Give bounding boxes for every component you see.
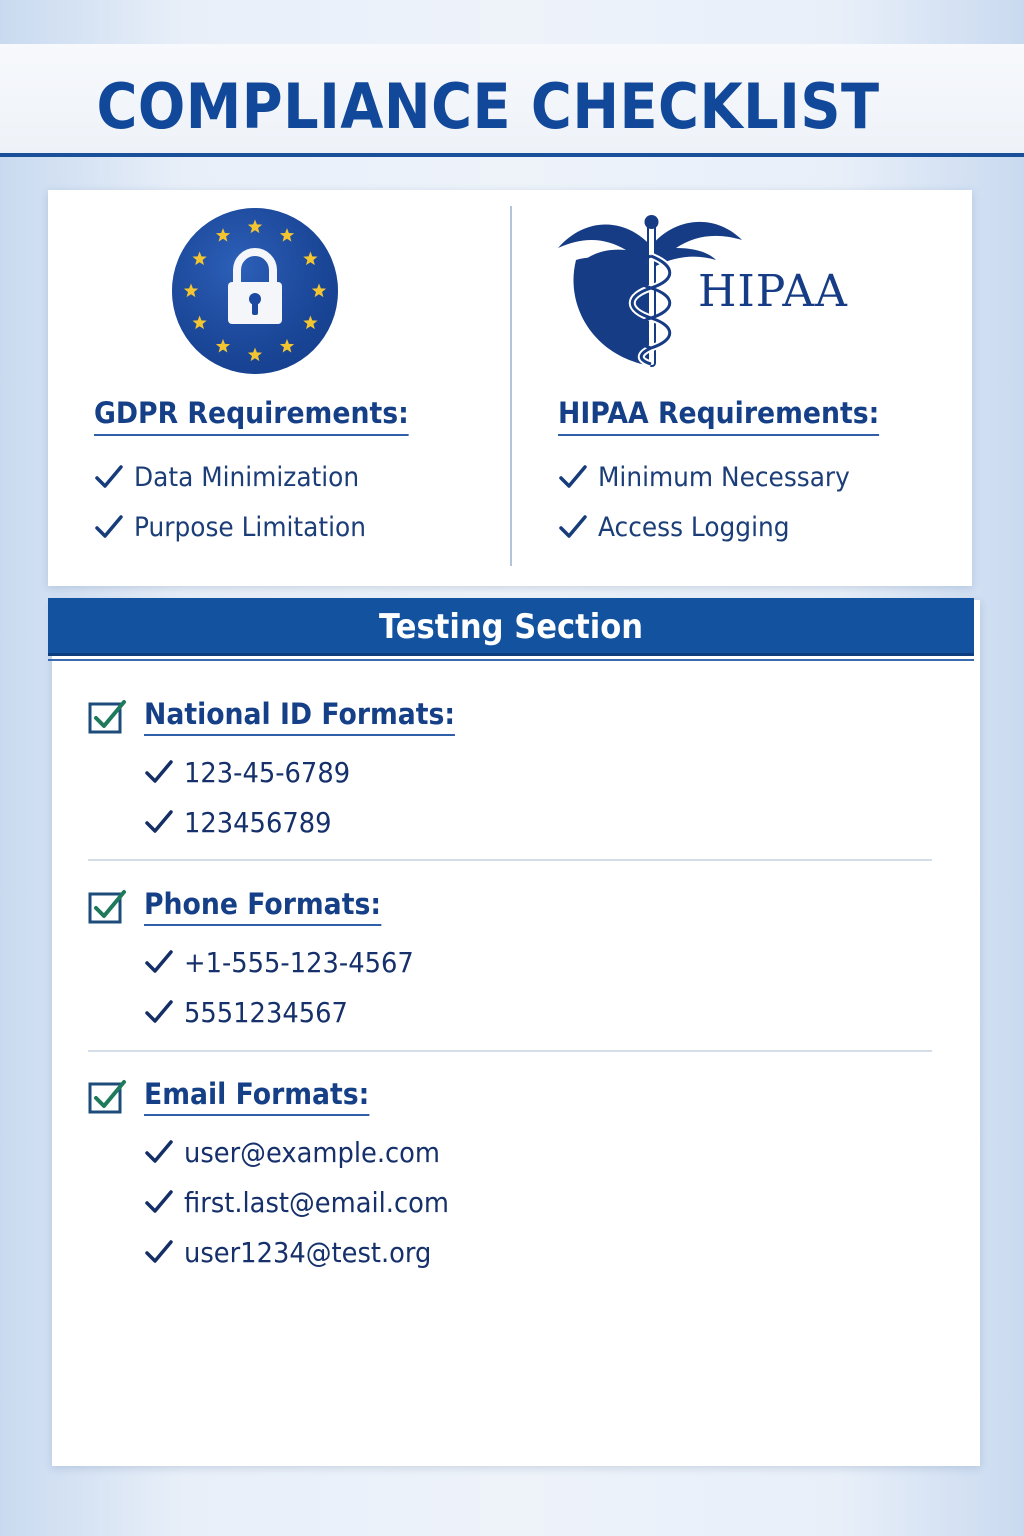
national-id-list	[144, 747, 365, 847]
hipaa-requirements-title: HIPAA Requirements:	[558, 396, 879, 436]
gdpr-requirements-title: GDPR Requirements:	[94, 396, 409, 436]
checkmark-icon	[94, 464, 124, 490]
phone-section	[88, 884, 938, 1054]
checkmark-icon	[144, 1189, 174, 1215]
banner-underline	[48, 659, 974, 661]
email-section	[88, 1074, 938, 1284]
phone-value: +1-555-123-4567	[184, 945, 414, 979]
checkmark-icon	[94, 514, 124, 540]
email-value: user1234@test.org	[184, 1235, 432, 1269]
hipaa-requirements-list	[558, 452, 872, 552]
testing-section-title: Testing Section	[378, 607, 644, 647]
list-item	[144, 797, 365, 847]
checkbox-checked-icon	[88, 888, 128, 924]
list-item	[144, 1127, 472, 1177]
national-id-value: 123456789	[184, 805, 332, 839]
hipaa-logo-text: HIPAA	[698, 266, 848, 317]
email-value: user@example.com	[184, 1135, 441, 1169]
list-item	[558, 502, 872, 552]
checkbox-checked-icon	[88, 698, 128, 734]
gdpr-item-data-minimization: Data Minimization	[134, 461, 360, 493]
header-divider	[0, 153, 1024, 157]
email-list	[144, 1127, 472, 1277]
checkmark-icon	[144, 809, 174, 835]
section-divider	[88, 859, 932, 861]
phone-list	[144, 937, 434, 1037]
checkmark-icon	[144, 949, 174, 975]
hipaa-item-access-logging: Access Logging	[598, 511, 790, 543]
national-id-value: 123-45-6789	[184, 755, 351, 789]
checkbox-checked-icon	[88, 1078, 128, 1114]
list-item	[144, 747, 365, 797]
checkmark-icon	[144, 759, 174, 785]
hipaa-column	[512, 190, 974, 586]
list-item	[558, 452, 872, 502]
testing-banner	[48, 598, 974, 656]
checkmark-icon	[144, 1139, 174, 1165]
list-item	[144, 1177, 472, 1227]
checkmark-icon	[144, 999, 174, 1025]
gdpr-requirements-list	[94, 452, 386, 552]
checkmark-icon	[558, 514, 588, 540]
eu-stars-padlock-icon	[170, 208, 340, 374]
list-item	[144, 987, 434, 1037]
checkmark-icon	[144, 1239, 174, 1265]
section-header	[88, 694, 482, 738]
gdpr-column	[48, 190, 510, 586]
hipaa-item-minimum-necessary: Minimum Necessary	[598, 461, 850, 493]
national-id-section	[88, 694, 938, 864]
gdpr-item-purpose-limitation: Purpose Limitation	[134, 511, 366, 543]
checkmark-icon	[558, 464, 588, 490]
section-header	[88, 1074, 389, 1118]
list-item	[94, 502, 386, 552]
section-header	[88, 884, 402, 928]
page-title: COMPLIANCE CHECKLIST	[96, 70, 880, 143]
national-id-formats-title: National ID Formats:	[144, 697, 455, 736]
list-item	[144, 937, 434, 987]
regulations-card	[48, 190, 972, 586]
list-item	[94, 452, 386, 502]
list-item	[144, 1227, 472, 1277]
section-divider	[88, 1050, 932, 1052]
phone-value: 5551234567	[184, 995, 348, 1029]
email-formats-title: Email Formats:	[144, 1077, 369, 1116]
email-value: first.last@email.com	[184, 1185, 450, 1219]
phone-formats-title: Phone Formats:	[144, 887, 381, 926]
